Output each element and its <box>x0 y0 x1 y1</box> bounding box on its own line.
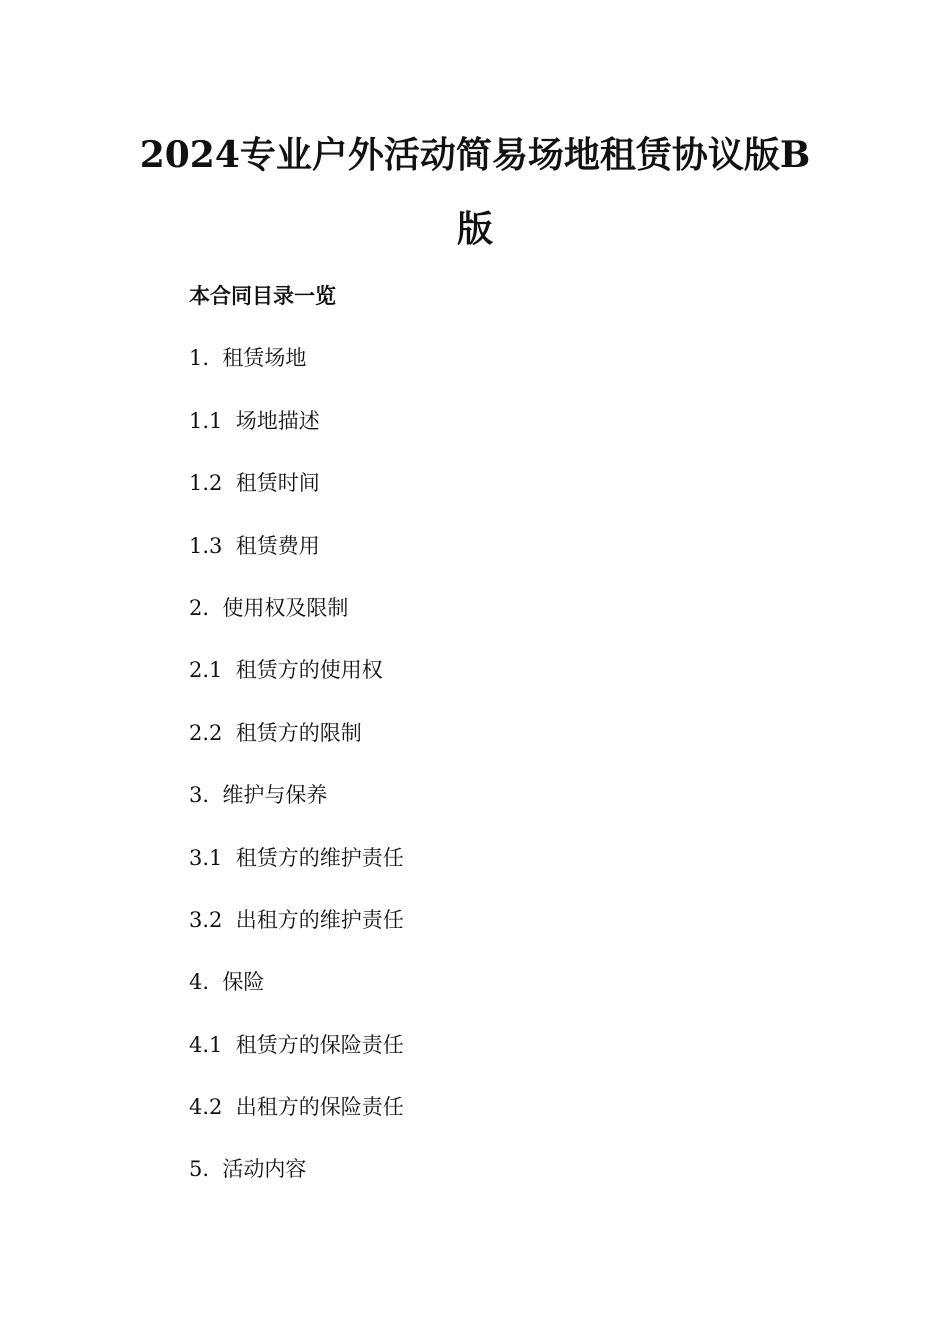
toc-item-4: 4. 保险 <box>189 970 265 995</box>
toc-item-2-1: 2.1 租赁方的使用权 <box>189 658 383 683</box>
title-line-1: 2024专业户外活动简易场地租赁协议版B <box>139 134 811 176</box>
toc-item-3-1: 3.1 租赁方的维护责任 <box>189 845 404 870</box>
toc-heading: 本合同目录一览 <box>189 283 336 308</box>
toc-item-3-2: 3.2 出租方的维护责任 <box>189 907 404 932</box>
toc-item-1: 1. 租赁场地 <box>189 346 307 371</box>
title-line-2: 版 <box>456 208 493 250</box>
toc-item-1-1: 1.1 场地描述 <box>189 408 320 433</box>
toc-item-2: 2. 使用权及限制 <box>189 595 349 620</box>
toc-item-4-2: 4.2 出租方的保险责任 <box>189 1095 404 1120</box>
toc-item-1-3: 1.3 租赁费用 <box>189 533 320 558</box>
toc-item-1-2: 1.2 租赁时间 <box>189 471 320 496</box>
table-of-contents <box>189 278 789 1214</box>
toc-item-4-1: 4.1 租赁方的保险责任 <box>189 1032 404 1057</box>
toc-item-3: 3. 维护与保养 <box>189 783 328 808</box>
toc-item-5: 5. 活动内容 <box>189 1157 307 1182</box>
toc-item-2-2: 2.2 租赁方的限制 <box>189 720 362 745</box>
document-title <box>120 118 830 266</box>
